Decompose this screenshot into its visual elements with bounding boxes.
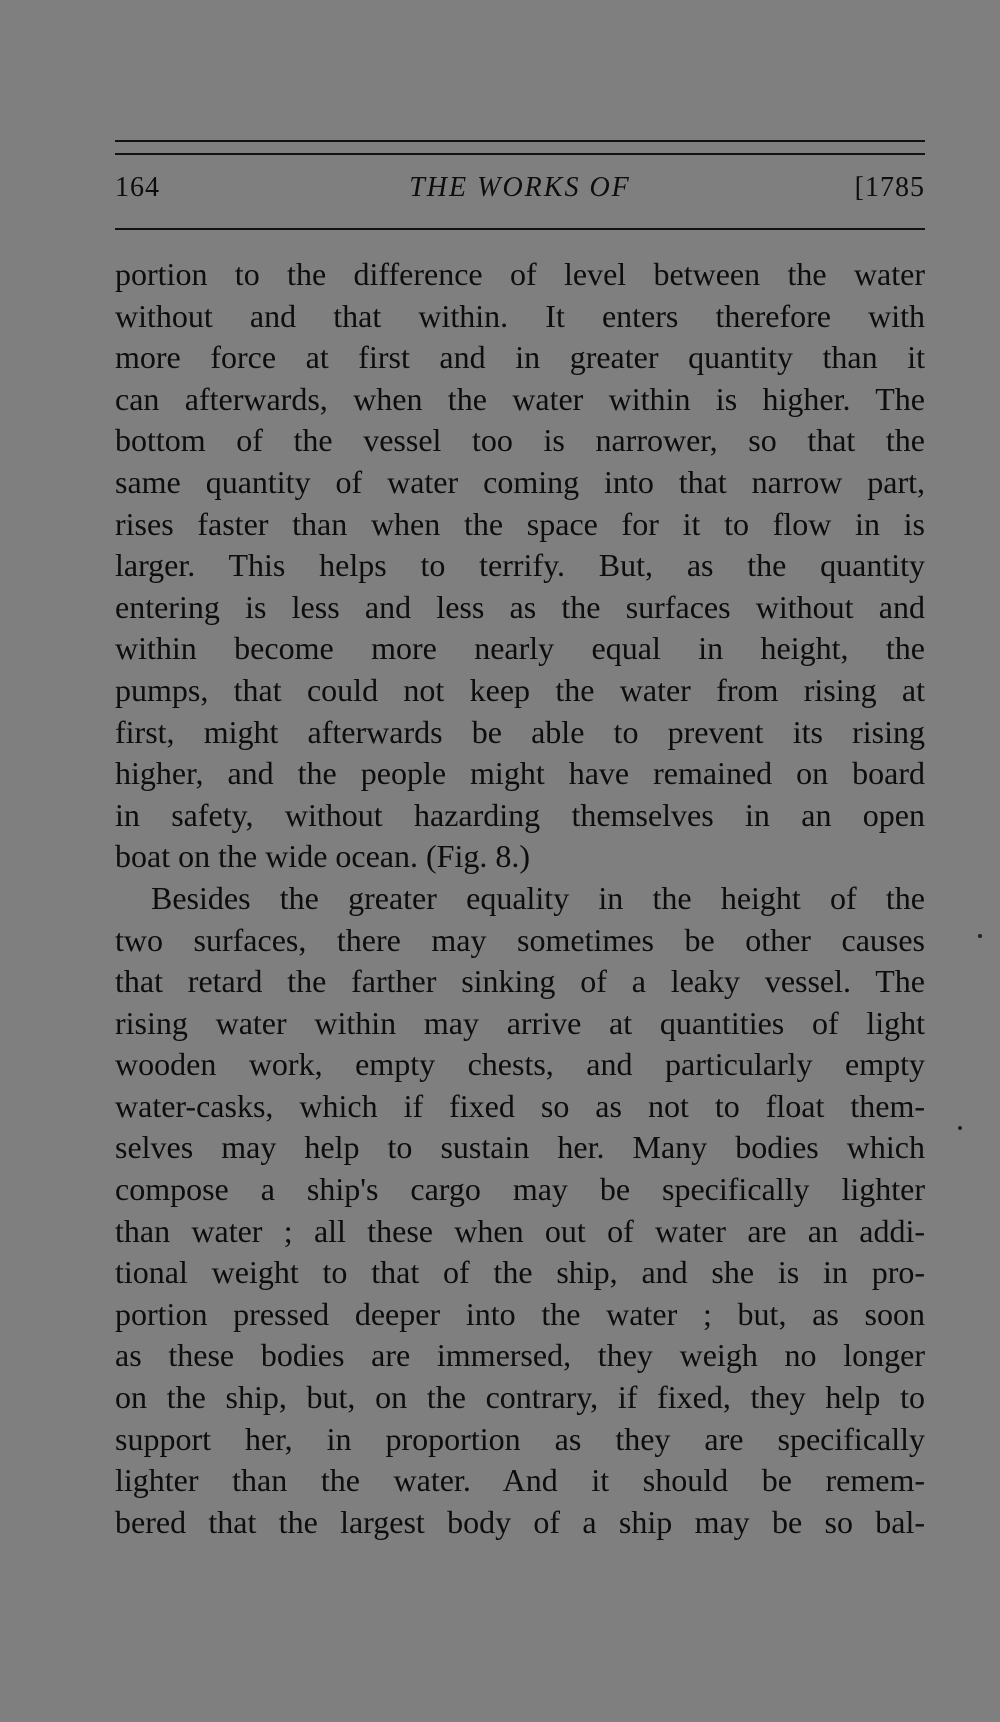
scan-speck <box>978 934 982 938</box>
text-line: portion to the difference of level between the water <box>115 256 925 292</box>
body-text <box>115 254 925 1543</box>
text-line: as these bodies are immersed, they weigh no longer <box>115 1337 925 1374</box>
text-line: same quantity of water coming into that narrow part, <box>115 463 925 500</box>
running-head: THE WORKS OF <box>409 172 631 203</box>
text-line: bottom of the vessel too is narrower, so that the <box>115 422 925 459</box>
top-double-rule-upper <box>115 140 925 142</box>
top-double-rule-lower <box>115 153 925 155</box>
text-line: compose a ship's cargo may be specifically lighter <box>115 1171 925 1208</box>
text-line: on the ship, but, on the contrary, if fixed, they help to <box>115 1379 925 1416</box>
text-line: that retard the farther sinking of a leaky vessel. The <box>115 963 925 1000</box>
text-line: entering is less and less as the surfaces without and <box>115 588 925 625</box>
text-line: than water ; all these when out of water are an addi- <box>115 1212 925 1249</box>
text-line: lighter than the water. And it should be remem- <box>115 1462 925 1499</box>
text-line: portion pressed deeper into the water ; but, as soon <box>115 1295 925 1332</box>
text-line: boat on the wide ocean. (Fig. 8.) <box>115 838 530 875</box>
text-line: first, might afterwards be able to prevent its rising <box>115 713 925 750</box>
text-line: tional weight to that of the ship, and she is in pro- <box>115 1254 925 1291</box>
scan-speck <box>958 1126 962 1130</box>
text-line: pumps, that could not keep the water from rising at <box>115 671 925 708</box>
text-line: larger. This helps to terrify. But, as the quantity <box>115 547 925 584</box>
text-line: support her, in proportion as they are specifically <box>115 1420 925 1457</box>
text-line: higher, and the people might have remained on board <box>115 755 925 792</box>
text-line: two surfaces, there may sometimes be other causes <box>115 921 925 958</box>
text-line: can afterwards, when the water within is higher. The <box>115 380 925 417</box>
text-line: wooden work, empty chests, and particularly empty <box>115 1046 925 1083</box>
text-line: more force at first and in greater quantity than it <box>115 339 925 376</box>
text-line: in safety, without hazarding themselves in an open <box>115 796 925 833</box>
text-line: without and that within. It enters therefore with <box>115 297 925 334</box>
text-line: bered that the largest body of a ship may be so bal- <box>115 1503 925 1540</box>
text-line: selves may help to sustain her. Many bodies which <box>115 1129 925 1166</box>
text-line: rises faster than when the space for it to flow in is <box>115 505 925 542</box>
header-rule <box>115 228 925 230</box>
header-year: [1785 <box>854 172 925 203</box>
text-line: water-casks, which if fixed so as not to float them- <box>115 1087 925 1124</box>
page-number: 164 <box>115 172 160 203</box>
page-header <box>115 172 925 212</box>
text-line: Besides the greater equality in the height of the <box>151 879 925 916</box>
text-line: rising water within may arrive at quantities of light <box>115 1004 925 1041</box>
text-line: within become more nearly equal in height, the <box>115 630 925 667</box>
